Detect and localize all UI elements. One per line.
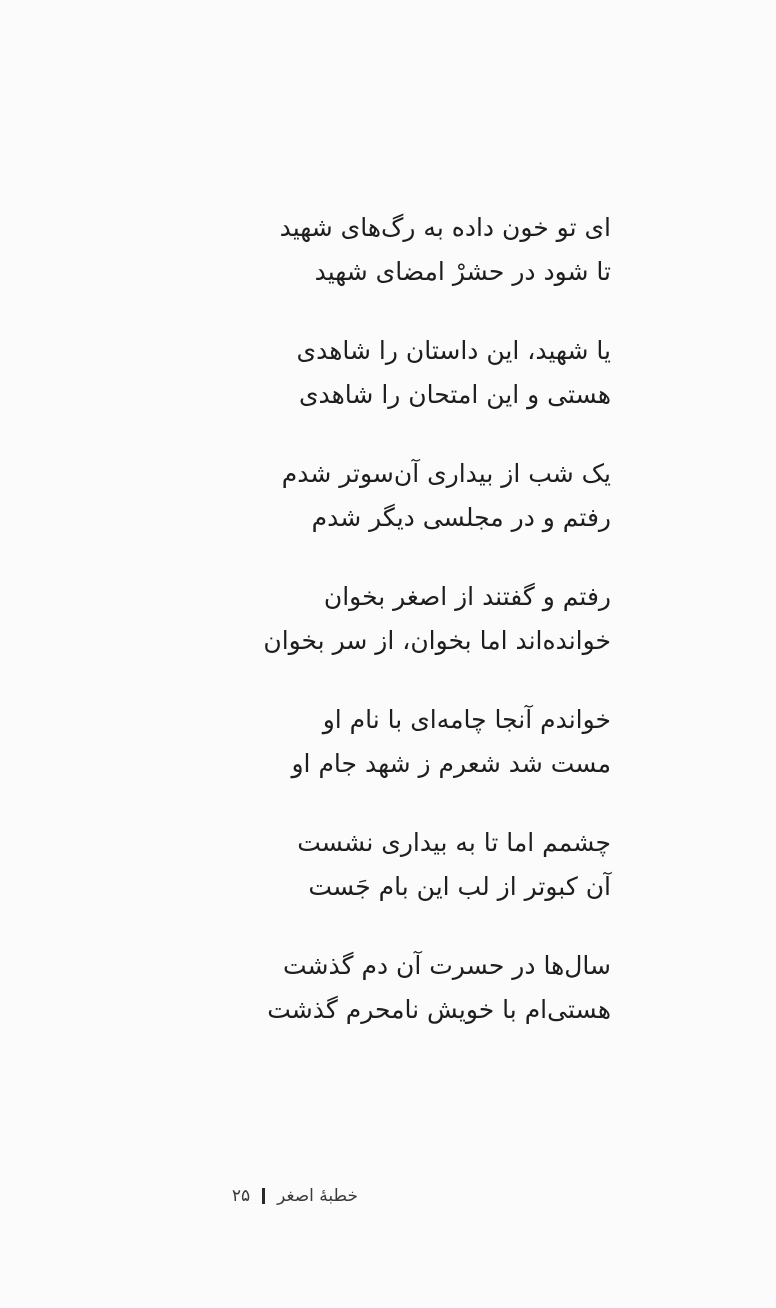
poem-line: رفتم و در مجلسی دیگر شدم	[311, 503, 611, 532]
poem-line: هستی‌ام با خویش نامحرم گذشت	[267, 995, 611, 1024]
stanza	[51, 452, 611, 540]
poem-line: یک شب از بیداری آن‌سوتر شدم	[281, 459, 611, 488]
poem-line: آن کبوتر از لب این بام جَست	[308, 872, 611, 901]
poem-line: ای تو خون داده به رگ‌های شهید	[279, 213, 611, 242]
page-footer	[232, 1186, 358, 1206]
footer-separator	[262, 1188, 265, 1204]
poem-line: رفتم و گفتند از اصغر بخوان	[323, 582, 611, 611]
stanza	[51, 329, 611, 417]
stanza	[51, 206, 611, 294]
stanza	[51, 821, 611, 909]
poem-line: مست شد شعرم ز شهد جام او	[291, 749, 611, 778]
poem-line: تا شود در حشرْ امضای شهید	[314, 257, 611, 286]
stanza	[51, 698, 611, 786]
poem-line: یا شهید، این داستان را شاهدی	[296, 336, 611, 365]
poem-line: خوانده‌اند اما بخوان، از سر بخوان	[263, 626, 611, 655]
poem-line: سال‌ها در حسرت آن دم گذشت	[283, 951, 611, 980]
stanza	[51, 944, 611, 1032]
poem-line: چشمم اما تا به بیداری نشست	[297, 828, 611, 857]
poem	[51, 206, 611, 1067]
poem-line: هستی و این امتحان را شاهدی	[298, 380, 611, 409]
poem-line: خواندم آنجا چامه‌ای با نام او	[322, 705, 611, 734]
stanza	[51, 575, 611, 663]
page-number: ۲۵	[231, 1186, 251, 1206]
running-title: خطبهٔ اصغر	[277, 1186, 358, 1206]
